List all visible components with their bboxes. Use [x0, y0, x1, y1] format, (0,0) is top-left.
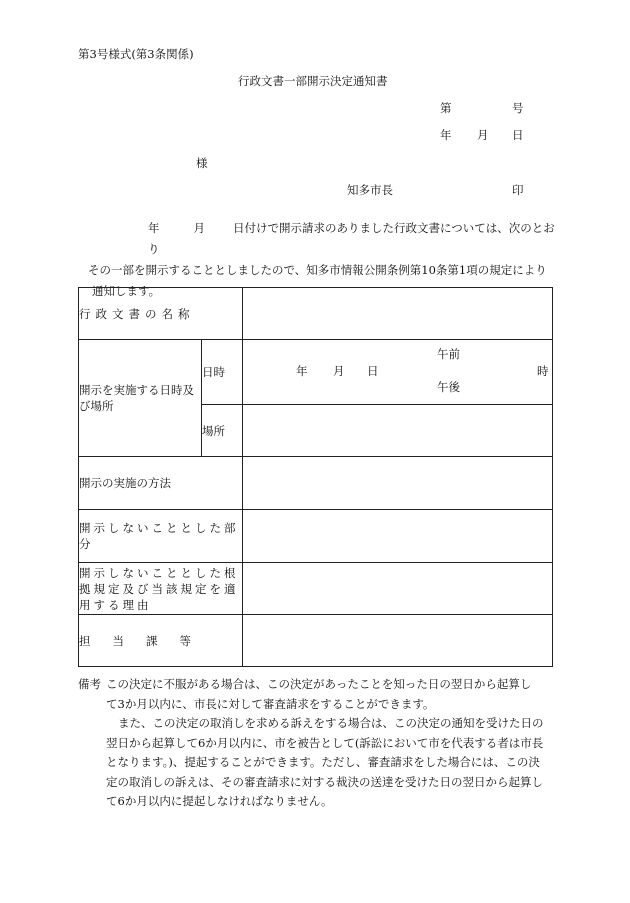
reason-value: [243, 563, 553, 615]
row-undisclosed-part: [79, 510, 553, 563]
note-1-line-2: て3か月以内に、市長に対して審査請求をすることができます。: [106, 696, 435, 711]
reason-label: 開示しないこととした根拠規定及び当該規定を適用する理由: [79, 563, 243, 615]
department-label: 担当課等: [79, 615, 243, 667]
note-paragraph-1: [78, 675, 554, 695]
note-1-line-1: この決定に不服がある場合は、この決定があったことを知った日の翌日から起算し: [106, 677, 532, 691]
place-value: [243, 405, 553, 457]
row-document-name: [79, 288, 553, 340]
notes-section: [78, 675, 554, 812]
method-label: 開示の実施の方法: [79, 457, 243, 510]
implementation-label: 開示を実施する日時及び場所: [79, 340, 202, 457]
datetime-label: 日時: [202, 340, 243, 405]
dt-day: 日: [367, 364, 379, 378]
undisclosed-part-label: 開示しないこととした部分: [79, 510, 243, 563]
row-method: [79, 457, 553, 510]
intro-year: 年: [148, 221, 160, 235]
document-name-label: 行政文書の名称: [79, 288, 243, 340]
issue-year: 年: [440, 128, 452, 142]
note-2-line-4: 定の取消しの訴えは、その審査請求に対する裁決の送達を受けた日の翌日から起算し: [106, 774, 543, 789]
issue-number-prefix: 第: [440, 101, 452, 115]
intro-line-2: その一部を開示することとしましたので、知多市情報公開条例第10条第1項の規定により: [88, 263, 547, 277]
issue-number-suffix: 号: [512, 101, 524, 115]
disclosure-form-table: [78, 287, 553, 667]
seal-mark: 印: [512, 183, 524, 197]
row-department: [79, 615, 553, 667]
note-2-line-3: となります。)、提起することができます。ただし、審査請求をした場合には、この決: [106, 755, 540, 769]
dt-month: 月: [333, 364, 345, 378]
form-id: 第3号様式(第3条関係): [78, 47, 194, 61]
intro-line-1: [88, 218, 558, 260]
document-name-value: [243, 288, 553, 340]
note-2-line-2: 翌日から起算して6か月以内に、市を被告として(訴訟において市を代表する者は市長: [106, 735, 544, 750]
issue-month: 月: [477, 128, 489, 142]
department-value: [243, 615, 553, 667]
row-reason: [79, 563, 553, 615]
dt-pm: 午後: [437, 380, 460, 394]
datetime-value: [243, 340, 553, 405]
undisclosed-part-value: [243, 510, 553, 563]
dt-am: 午前: [437, 347, 460, 361]
notes-label: 備考: [78, 677, 101, 691]
method-value: [243, 457, 553, 510]
recipient-honorific: 様: [196, 156, 208, 170]
dt-hour: 時: [537, 364, 549, 378]
note-2-line-1: また、この決定の取消しを求める訴えをする場合は、この決定の通知を受けた日の: [118, 716, 544, 730]
sender-name: 知多市長: [347, 183, 393, 197]
intro-month: 月: [193, 221, 205, 235]
row-implementation-datetime: [79, 340, 553, 405]
intro-line-3: 通知します。: [92, 284, 161, 298]
document-title: 行政文書一部開示決定通知書: [238, 74, 388, 88]
dt-year: 年: [296, 364, 308, 378]
place-label: 場所: [202, 405, 243, 457]
intro-text-1: 日付けで開示請求のありました行政文書については、次のとおり: [148, 221, 555, 256]
note-2-line-5: て6か月以内に提起しなければなりません。: [106, 794, 333, 808]
issue-day: 日: [512, 128, 524, 142]
